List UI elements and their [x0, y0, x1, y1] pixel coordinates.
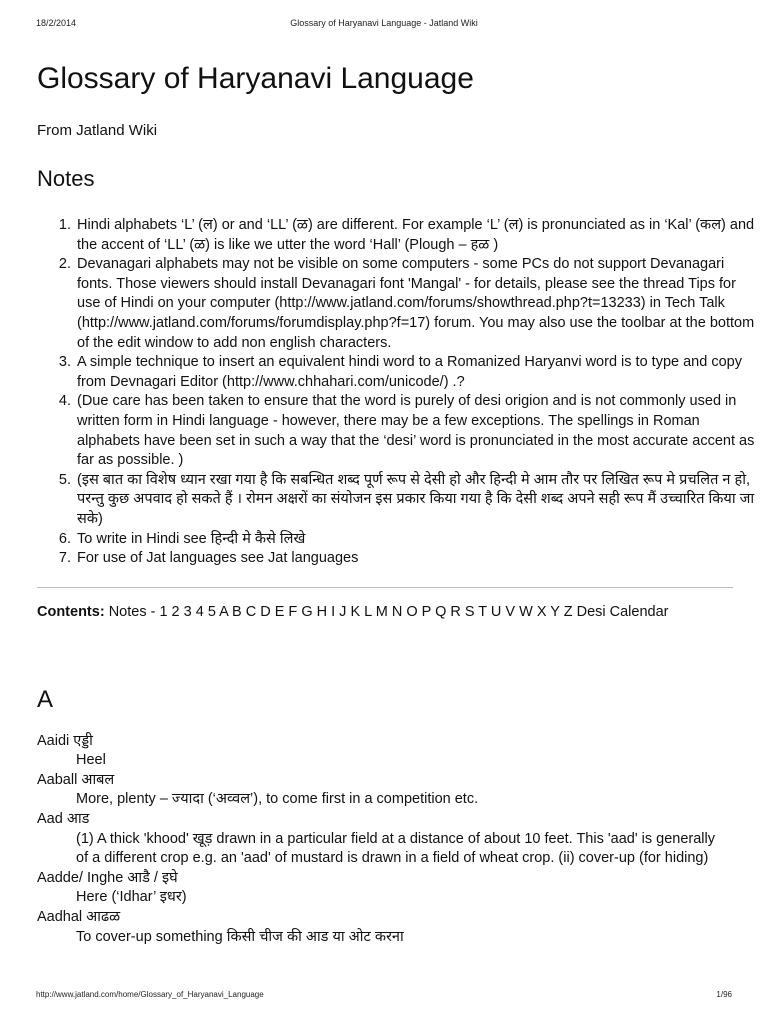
- letter-heading: A: [37, 685, 54, 713]
- contents-links[interactable]: Notes - 1 2 3 4 5 A B C D E F G H I J K L M N O P Q R S T U V W X Y Z Desi Calendar: [108, 603, 669, 620]
- glossary-definition: More, plenty – ज्यादा (‘अव्वल’), to come first in a competition etc.: [76, 791, 479, 808]
- glossary-definition: Here (‘Idhar’ इधर): [76, 889, 187, 906]
- note-item: 3. A simple technique to insert an equivalent hindi word to a Romanized Haryanvi word is to type and copy from Devnagari Editor (http://www.chhahari.com/unicode/) .?: [75, 353, 761, 392]
- contents-nav: [37, 603, 737, 622]
- print-header: [36, 18, 732, 32]
- page-title: Glossary of Haryanavi Language: [37, 62, 474, 95]
- glossary-definition: Heel: [76, 752, 106, 769]
- glossary-term: Aaball आबल: [37, 771, 115, 788]
- glossary-definition: To cover-up something किसी चीज की आड या ओट करना: [76, 928, 404, 945]
- print-page-title: Glossary of Haryanavi Language - Jatland Wiki: [290, 18, 478, 28]
- note-item: 6. To write in Hindi see हिन्दी मे कैसे लिखे: [75, 530, 761, 550]
- note-item: 1. Hindi alphabets ‘L’ (ल) or and ‘LL’ (ळ) are different. For example ‘L’ (ल) is pronunciated as in ‘Kal’ (कल) and the accent of ‘LL’ (ळ) is like we utter the word ‘Hall’ (Plough – हळ ): [75, 216, 761, 255]
- glossary-term: Aadde/ Inghe आडै / इघे: [37, 869, 178, 886]
- glossary-term: Aaidi एड्डी: [37, 732, 93, 749]
- page-url: http://www.jatland.com/home/Glossary_of_Haryanavi_Language: [36, 990, 264, 999]
- glossary-list: [37, 732, 737, 948]
- source-line: From Jatland Wiki: [37, 122, 158, 139]
- notes-list: [37, 216, 761, 569]
- note-item: 2. Devanagari alphabets may not be visible on some computers - some PCs do not support Devanagari fonts. Those viewers should install Devanagari font 'Mangal' - for details, please see the thread Tips for use of Hindi on your computer (http://www.jatland.com/forums/showthread.php?t=13233) in Tech Talk (http://www.jatland.com/forums/forumdisplay.php?f=17) forum. You may also use the toolbar at the bottom of the edit window to add non english characters.: [75, 255, 761, 353]
- section-divider: [37, 587, 733, 588]
- note-item: 5. (इस बात का विशेष ध्यान रखा गया है कि सबन्धित शब्द पूर्ण रूप से देसी हो और हिन्दी मे आम तौर पर लिखित रूप मे प्रचलित न हो, परन्तु कुछ अपवाद हो सकते हैं । रोमन अक्षरों का संयोजन इस प्रकार किया गया है कि देसी शब्द अपने सही रूप मैं उच्चारित किया जा सके): [75, 471, 761, 530]
- article-content: [37, 60, 755, 947]
- glossary-term: Aadhal आढळ: [37, 909, 121, 926]
- contents-label: Contents:: [37, 603, 105, 620]
- print-date: 18/2/2014: [36, 18, 77, 28]
- note-item: 7. For use of Jat languages see Jat languages: [75, 549, 761, 569]
- note-item: 4. (Due care has been taken to ensure that the word is purely of desi origion and is not commonly used in written form in Hindi language - however, there may be a few exceptions. The spellings in Roman alphabets have been set in such a way that the ‘desi’ word is pronunciated in the most accurate accent as far as possible. ): [75, 392, 761, 470]
- page-number: 1/96: [716, 990, 732, 999]
- glossary-definition: (1) A thick 'khood' खूड़ drawn in a particular field at a distance of about 10 feet. This 'aad' is generally of a different crop e.g. an 'aad' of mustard is drawn in a field of wheat crop. (ii) cover-up (for hiding): [76, 830, 715, 867]
- glossary-term: Aad आड: [37, 811, 90, 828]
- print-footer: [36, 990, 732, 1002]
- notes-heading: Notes: [37, 166, 95, 191]
